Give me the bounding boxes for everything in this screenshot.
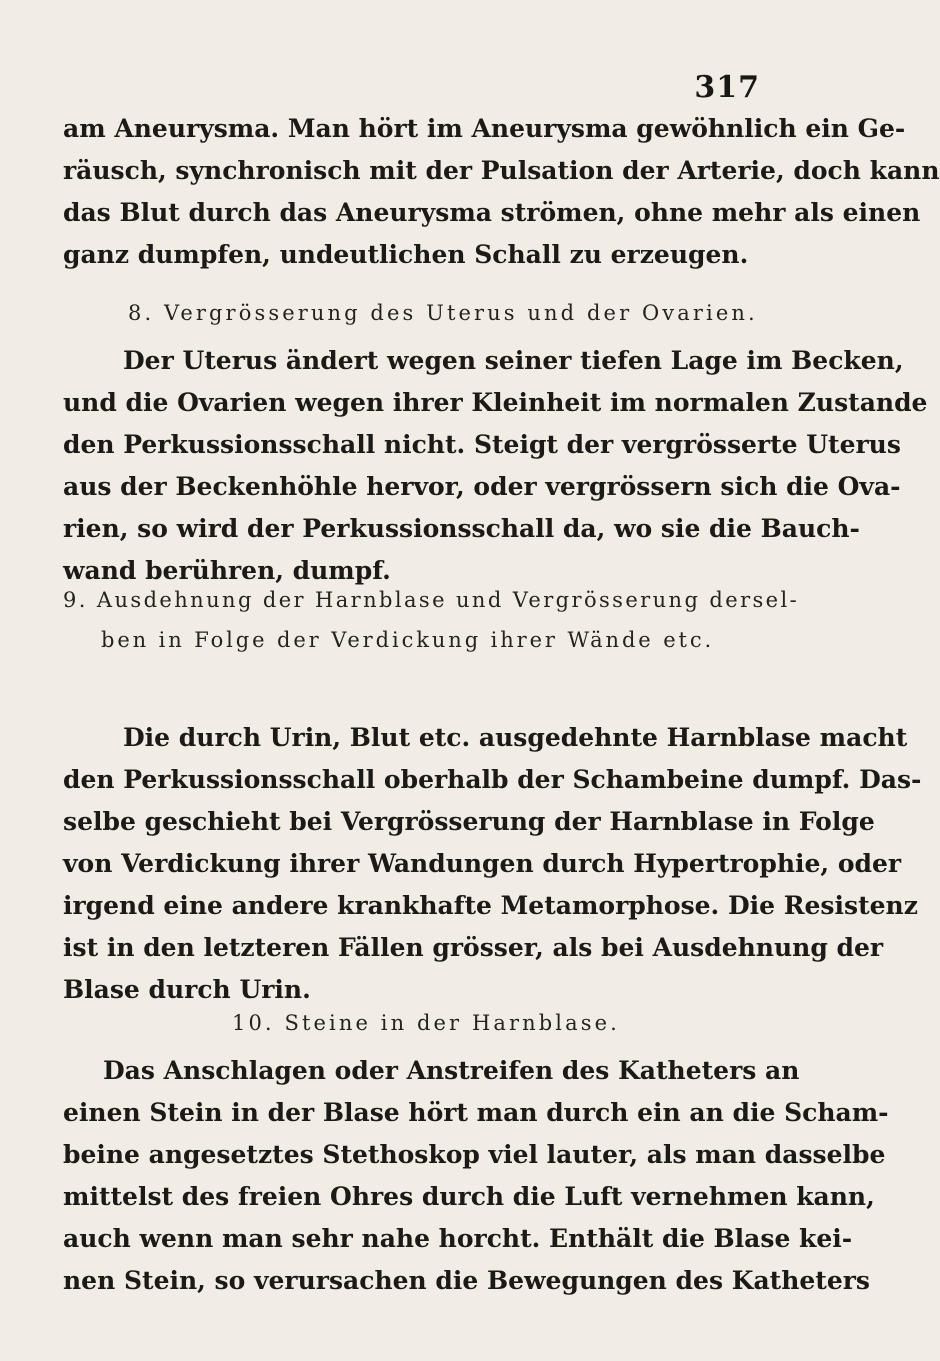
text-line: ganz dumpfen, undeutlichen Schall zu erzeugen.	[63, 240, 749, 269]
heading-line: ben in Folge der Verdickung ihrer Wände etc.	[101, 628, 715, 652]
text-line: räusch, synchronisch mit der Pulsation der Arterie, doch kann	[63, 156, 940, 185]
text-line: aus der Beckenhöhle hervor, oder vergrössern sich die Ova-	[63, 472, 901, 501]
text-line: von Verdickung ihrer Wandungen durch Hypertrophie, oder	[63, 849, 902, 878]
section-9-paragraph	[63, 717, 922, 1011]
text-line: das Blut durch das Aneurysma strömen, ohne mehr als einen	[63, 198, 921, 227]
text-line: am Aneurysma. Man hört im Aneurysma gewöhnlich ein Ge-	[63, 114, 906, 143]
text-line: nen Stein, so verursachen die Bewegungen des Katheters	[63, 1266, 870, 1295]
text-line: irgend eine andere krankhafte Metamorphose. Die Resistenz	[63, 891, 918, 920]
text-line: selbe geschieht bei Vergrösserung der Harnblase in Folge	[63, 807, 875, 836]
text-line: den Perkussionsschall nicht. Steigt der vergrösserte Uterus	[63, 430, 901, 459]
text-line: beine angesetztes Stethoskop viel lauter, als man dasselbe	[63, 1140, 886, 1169]
section-heading-8: 8. Vergrösserung des Uterus und der Ovarien.	[128, 301, 758, 325]
text-line: wand berühren, dumpf.	[63, 556, 391, 585]
text-line: Der Uterus ändert wegen seiner tiefen Lage im Becken,	[123, 346, 904, 375]
text-line: ist in den letzteren Fällen grösser, als bei Ausdehnung der	[63, 933, 884, 962]
section-10-paragraph	[63, 1050, 889, 1302]
text-line: auch wenn man sehr nahe horcht. Enthält die Blase kei-	[63, 1224, 853, 1253]
text-line: Blase durch Urin.	[63, 975, 311, 1004]
section-heading-9	[63, 580, 800, 660]
page-number: 317	[694, 70, 760, 105]
section-heading-10: 10. Steine in der Harnblase.	[232, 1011, 620, 1035]
text-line: einen Stein in der Blase hört man durch ein an die Scham-	[63, 1098, 889, 1127]
text-line: den Perkussionsschall oberhalb der Schambeine dumpf. Das-	[63, 765, 922, 794]
heading-line: 9. Ausdehnung der Harnblase und Vergrösserung dersel-	[63, 588, 800, 612]
text-line: Die durch Urin, Blut etc. ausgedehnte Harnblase macht	[123, 723, 908, 752]
section-8-paragraph	[63, 340, 928, 592]
intro-paragraph	[63, 108, 940, 276]
text-line: Das Anschlagen oder Anstreifen des Katheters an	[103, 1056, 800, 1085]
text-line: rien, so wird der Perkussionsschall da, wo sie die Bauch-	[63, 514, 860, 543]
text-line: mittelst des freien Ohres durch die Luft vernehmen kann,	[63, 1182, 875, 1211]
text-line: und die Ovarien wegen ihrer Kleinheit im normalen Zustande	[63, 388, 928, 417]
